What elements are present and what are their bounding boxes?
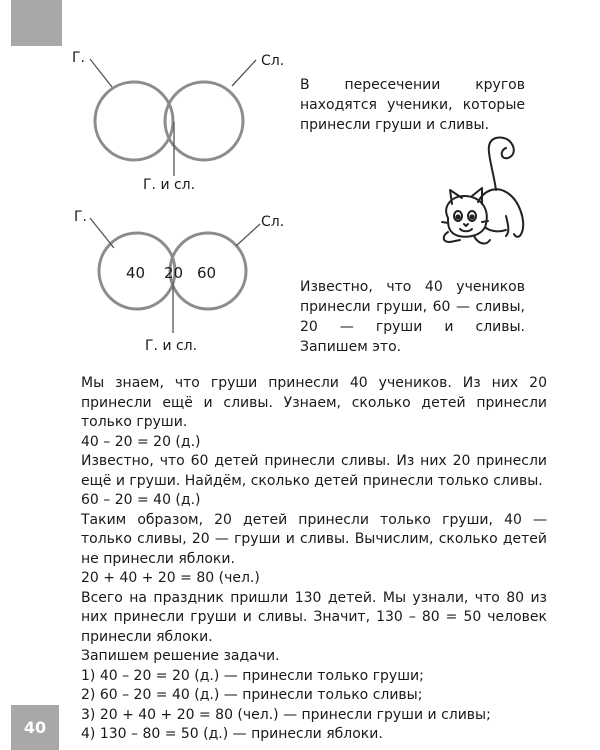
- paragraph-summary: Таким образом, 20 детей принесли только груши, 40 — только сливы, 20 — груши и сливы. Вычислим, сколько детей не принесли яблоки.: [81, 511, 547, 567]
- solution-heading: Запишем решение задачи.: [81, 648, 280, 664]
- page-number: 40: [11, 705, 59, 750]
- paragraph-plums: Известно, что 60 детей принесли сливы. Из них 20 принесли ещё и груши. Найдём, сколько детей принесли только сливы.: [81, 453, 547, 489]
- count-only-plums: 60: [197, 264, 217, 282]
- label-pears-and-plums: Г. и сл.: [143, 177, 196, 193]
- cat-illustration: [434, 132, 544, 261]
- given-data-explanation: Известно, что 40 учеников принесли груши, 60 — сливы, 20 — груши и сливы. Запишем это.: [300, 279, 525, 355]
- equation-pears: 40 – 20 = 20 (д.): [81, 433, 201, 450]
- paragraph-pears: Мы знаем, что груши принесли 40 учеников. Из них 20 принесли ещё и сливы. Узнаем, сколько детей принесли только груши.: [81, 375, 547, 430]
- label-pears-and-plums: Г. и сл.: [145, 338, 198, 354]
- venn-diagram-bottom: [60, 204, 300, 354]
- equation-total-no-apples: 20 + 40 + 20 = 80 (чел.): [81, 570, 260, 586]
- solution-step: 1) 40 – 20 = 20 (д.) — принесли только груши;: [81, 667, 424, 684]
- label-plums: Сл.: [261, 53, 285, 69]
- corner-tab: [11, 0, 62, 46]
- label-plums: Сл.: [261, 214, 285, 230]
- count-only-pears: 40: [126, 264, 146, 282]
- intersection-explanation: В пересечении кругов находятся ученики, которые принесли груши и сливы.: [300, 77, 525, 133]
- solution-step: 4) 130 – 80 = 50 (д.) — принесли яблоки.: [81, 726, 383, 742]
- solution-step: 3) 20 + 40 + 20 = 80 (чел.) — принесли груши и сливы;: [81, 706, 491, 723]
- label-pears: Г.: [74, 209, 87, 225]
- solution-step: 2) 60 – 20 = 40 (д.) — принесли только сливы;: [81, 687, 423, 703]
- equation-plums: 60 – 20 = 40 (д.): [81, 492, 201, 508]
- label-pears: Г.: [72, 50, 85, 66]
- solution-text: [81, 374, 547, 745]
- venn-diagram-top: [60, 44, 300, 194]
- paragraph-apples: Всего на праздник пришли 130 детей. Мы узнали, что 80 из них принесли груши и сливы. Значит, 130 – 80 = 50 человек принесли яблоки.: [81, 589, 547, 645]
- count-pears-and-plums: 20: [164, 264, 184, 282]
